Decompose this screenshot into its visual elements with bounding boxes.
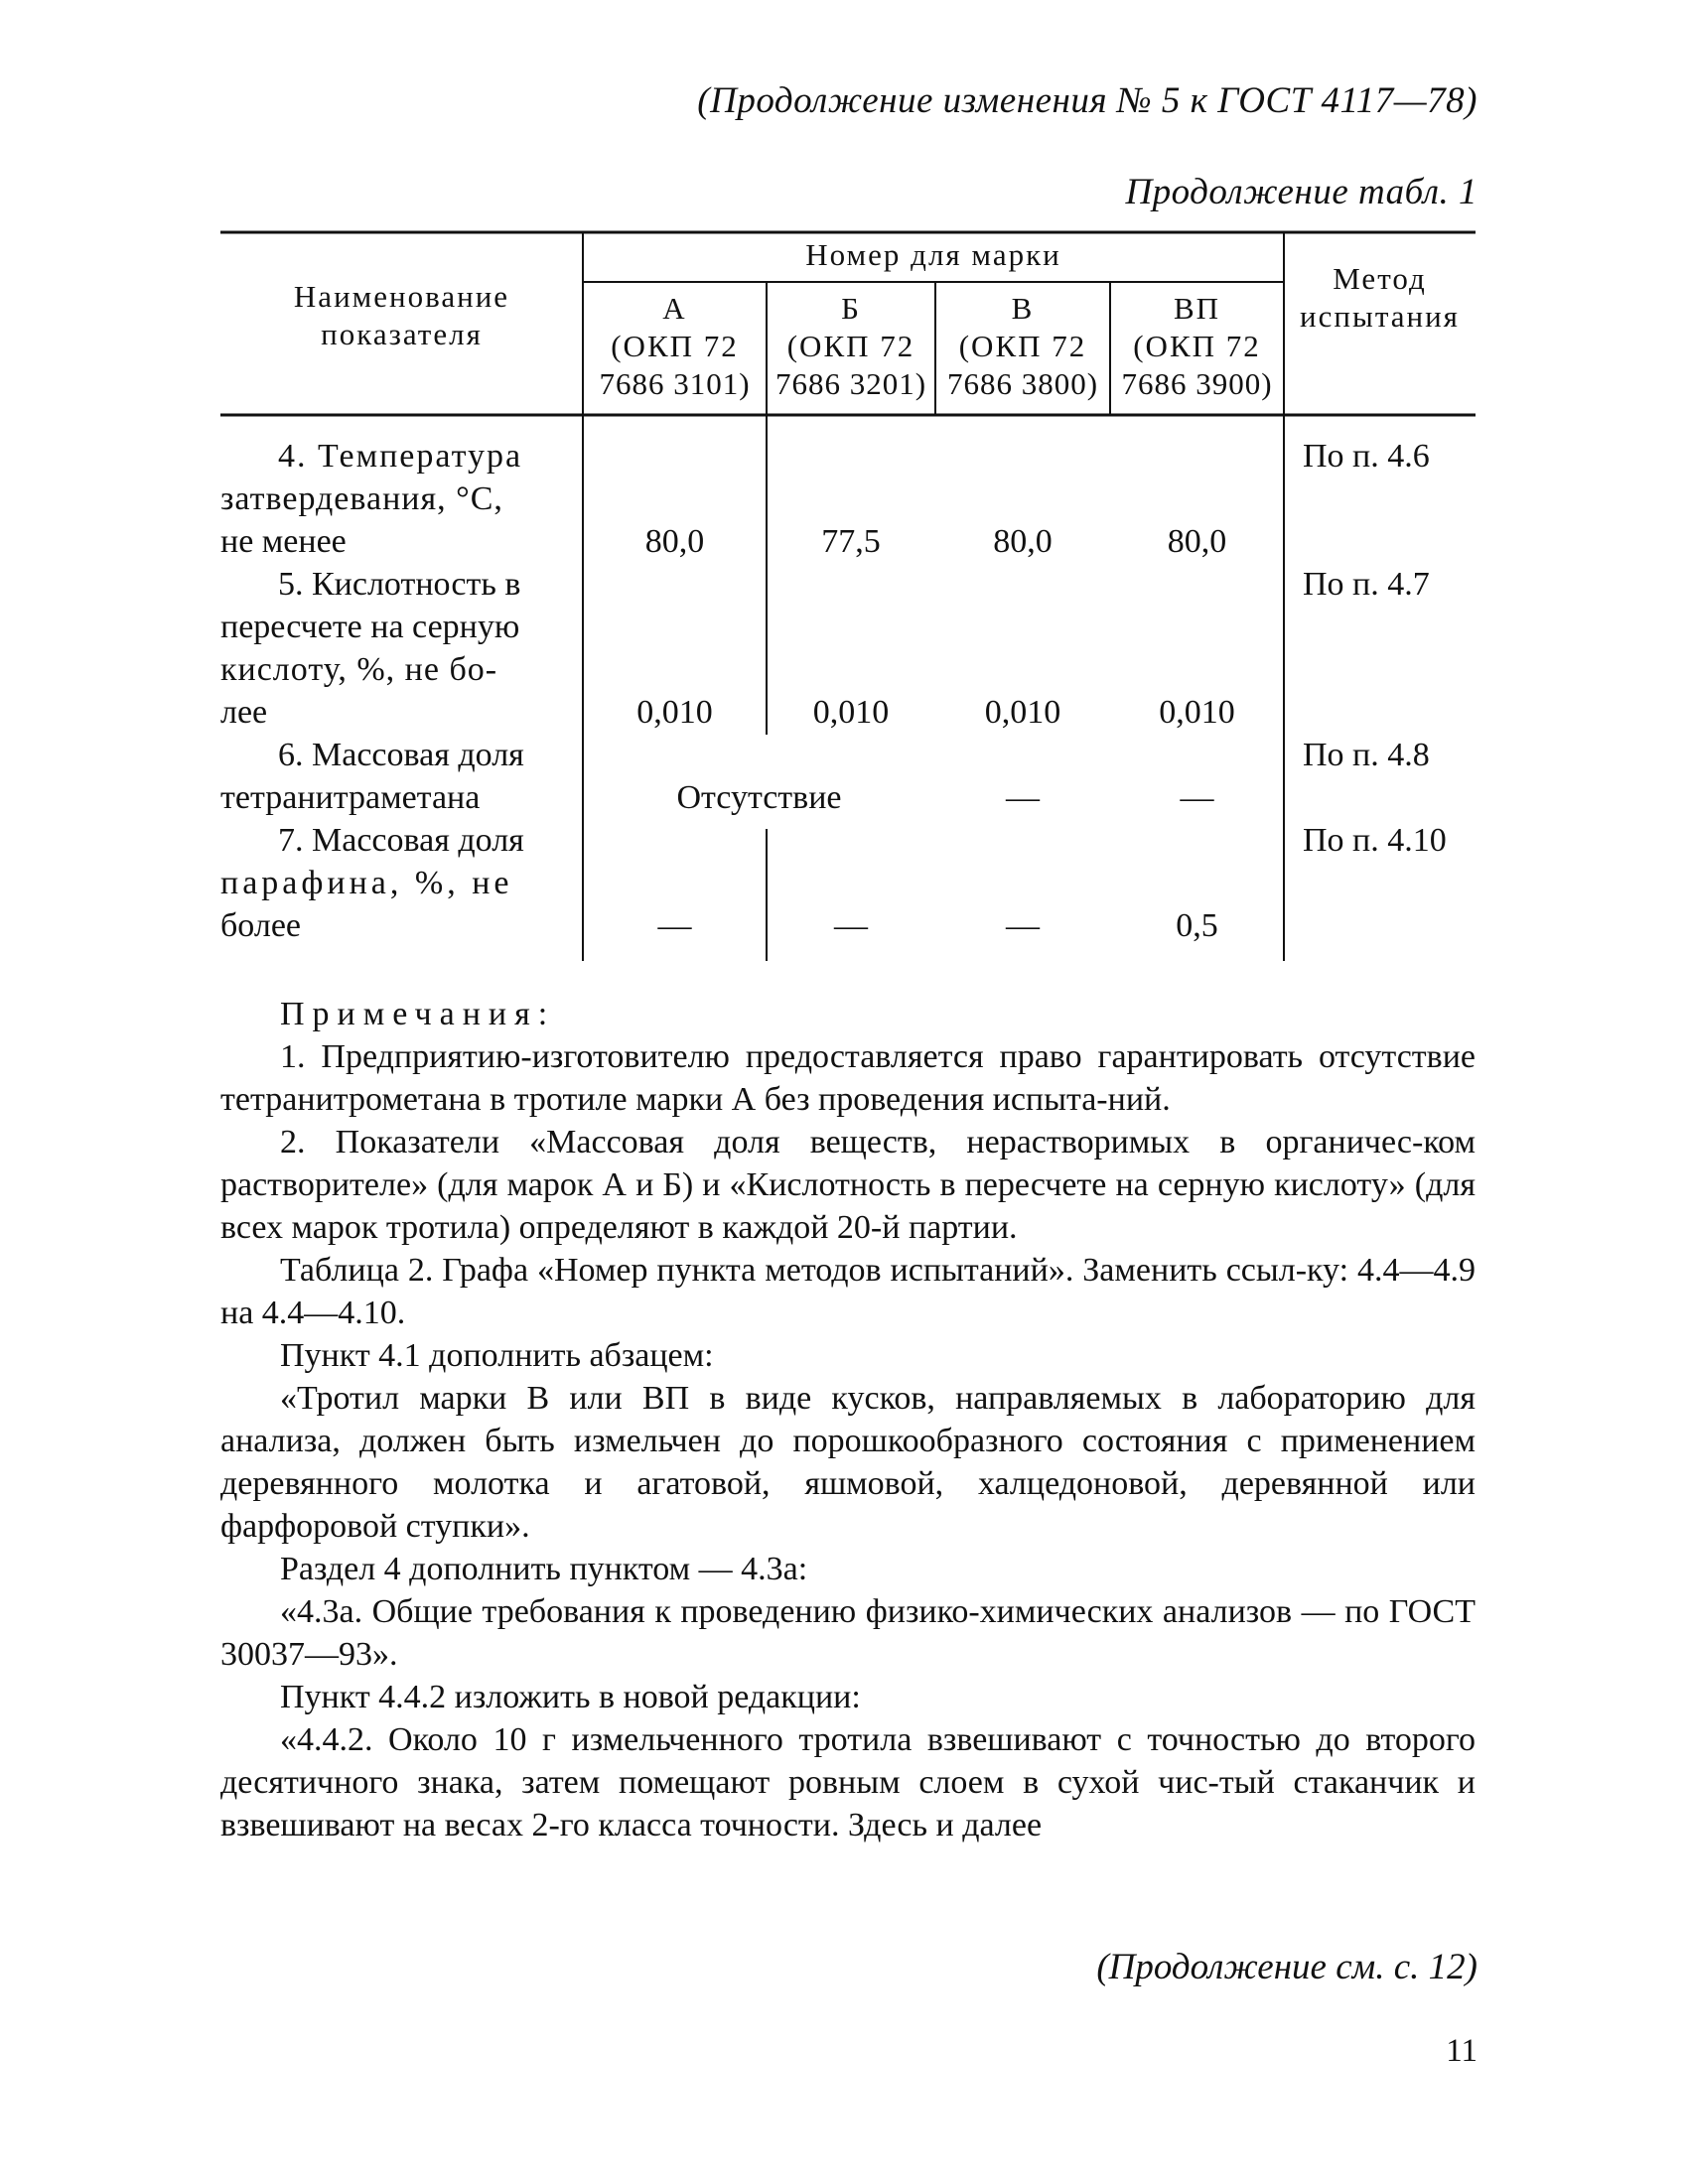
- page-header: (Продолжение изменения № 5 к ГОСТ 4117—78): [697, 80, 1477, 121]
- row7-value-a: —: [657, 907, 692, 944]
- page-number: 11: [1446, 2033, 1477, 2069]
- row4-value-a: 80,0: [644, 523, 705, 560]
- notes-section: [220, 993, 1476, 1846]
- row-name-5: 5. Кислотность в пересчете на серную кислоту, %, не бо- лее: [220, 566, 521, 731]
- notes-title: Примечания:: [280, 996, 556, 1032]
- row5-value-b: 0,010: [812, 694, 890, 731]
- row4-method: По п. 4.6: [1303, 438, 1430, 475]
- row4-value-v: 80,0: [993, 523, 1053, 560]
- row5-method: По п. 4.7: [1303, 566, 1430, 603]
- method-header: Метод испытания: [1300, 261, 1460, 334]
- row7-value-b: —: [834, 907, 868, 944]
- table2-change: Таблица 2. Графа «Номер пункта методов испытаний». Заменить ссыл-ку: 4.4—4.9 на 4.4—4.10.: [220, 1252, 1476, 1331]
- row6-merged-value: Отсутствие: [676, 779, 842, 816]
- grade-header-v: В (ОКП 72 7686 3800): [946, 291, 1099, 401]
- clause-4-1-text: «Тротил марки В или ВП в виде кусков, направляемых в лабораторию для анализа, должен быть измельчен до порошкообразного состояния с применением деревянного молотка и агатовой, яшмовой, халцедоновой, деревянной или фарфоровой ступки».: [220, 1380, 1476, 1545]
- col-name-header: Наименование показателя: [293, 279, 510, 351]
- row6-value-v: —: [1006, 779, 1040, 816]
- note-2: 2. Показатели «Массовая доля веществ, нерастворимых в органичес-ком растворителе» (для марок А и Б) и «Кислотность в пересчете на серную кислоту» (для всех марок тротила) определяют в каждой 20-й партии.: [220, 1124, 1476, 1246]
- clause-4-4-2-text: «4.4.2. Около 10 г измельченного тротила взвешивают с точностью до второго десятичного знака, затем помещают ровным слоем в сухой чис-тый стаканчик и взвешивают на весах 2-го класса точности. Здесь и далее: [220, 1721, 1476, 1843]
- clause-4-4-2-intro: Пункт 4.4.2 изложить в новой редакции:: [280, 1679, 861, 1715]
- row-name-7: 7. Массовая доля парафина, %, не более: [220, 822, 524, 944]
- row7-value-vp: 0,5: [1176, 907, 1218, 944]
- row-name-4: 4. Температура затвердевания, °С, не менее: [220, 438, 523, 560]
- continuation-note: (Продолжение см. с. 12): [1096, 1947, 1477, 1987]
- row6-value-vp: —: [1180, 779, 1214, 816]
- grade-group-header: Номер для марки: [805, 237, 1061, 272]
- note-1: 1. Предприятию-изготовителю предоставляется право гарантировать отсутствие тетранитрометана в тротиле марки А без проведения испыта-ний.: [220, 1038, 1476, 1118]
- row6-method: По п. 4.8: [1303, 737, 1430, 773]
- grade-header-b: Б (ОКП 72 7686 3201): [774, 291, 927, 401]
- grade-header-vp: ВП (ОКП 72 7686 3900): [1121, 291, 1273, 401]
- row5-value-a: 0,010: [636, 694, 713, 731]
- table-caption: Продолжение табл. 1: [1125, 172, 1477, 212]
- row5-value-vp: 0,010: [1159, 694, 1235, 731]
- row5-value-v: 0,010: [984, 694, 1061, 731]
- clause-4-1-intro: Пункт 4.1 дополнить абзацем:: [280, 1337, 714, 1374]
- row7-value-v: —: [1006, 907, 1040, 944]
- row4-value-b: 77,5: [821, 523, 881, 560]
- row7-method: По п. 4.10: [1303, 822, 1447, 859]
- clause-4-3a-text: «4.3а. Общие требования к проведению физико-химических анализов — по ГОСТ 30037—93».: [220, 1593, 1476, 1673]
- row4-value-vp: 80,0: [1167, 523, 1227, 560]
- section-4-intro: Раздел 4 дополнить пунктом — 4.3а:: [280, 1551, 808, 1587]
- row-name-6: 6. Массовая доля тетранитраметана: [220, 737, 524, 816]
- grade-header-a: А (ОКП 72 7686 3101): [599, 291, 751, 401]
